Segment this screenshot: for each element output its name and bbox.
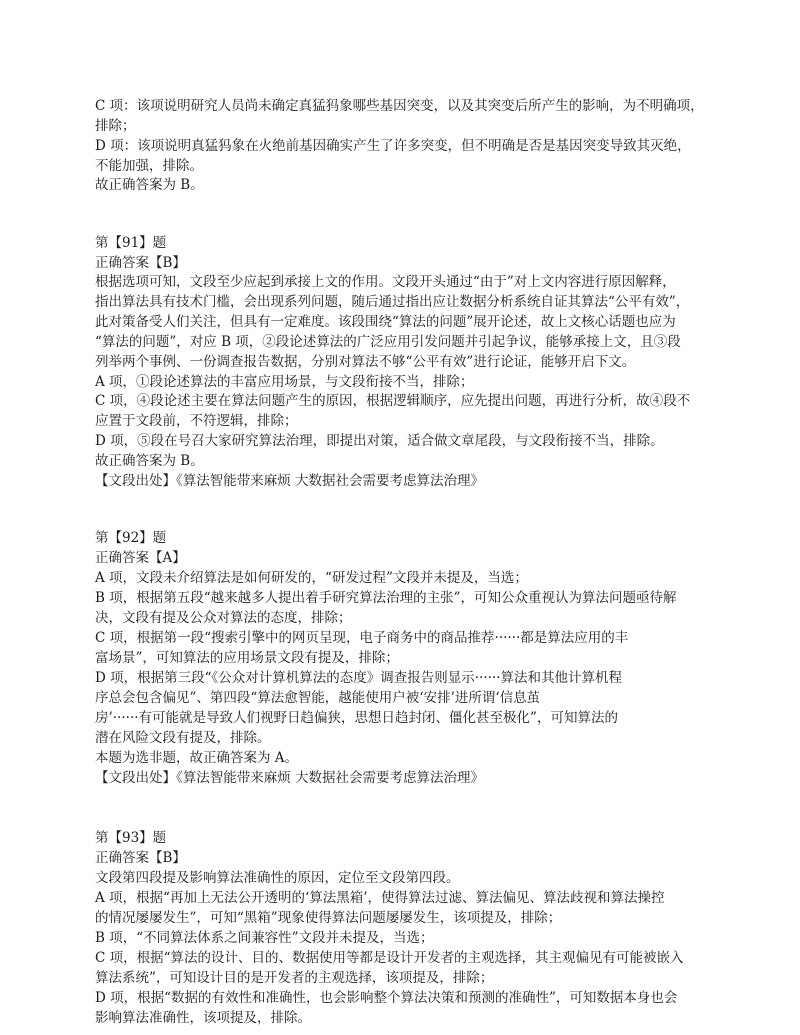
text-line: C 项：该项说明研究人员尚未确定真猛犸象哪些基因突变，以及其突变后所产生的影响，为不明确项， [95,98,704,114]
text-line: 影响算法准确性，该项提及，排除。 [95,1010,311,1026]
text-line: 根据选项可知，文段至少应起到承接上文的作用。文段开头通过“由于”对上文内容进行原因解释， [95,274,676,290]
text-line: 应置于文段前，不符逻辑，排除； [95,413,298,429]
text-line: B 项，“不同算法体系之间兼容性”文段并未提及，当选； [95,930,434,946]
text-line: 不能加强，排除。 [95,158,203,174]
text-line: D 项：该项说明真猛犸象在火绝前基因确实产生了许多突变，但不明确是否是基因突变导致其灭绝， [95,138,691,154]
text-line: 故正确答案为 B。 [95,177,204,193]
text-line: 排除； [95,118,136,134]
text-line: 本题为选非题，故正确答案为 A。 [95,750,299,766]
text-line: D 项，根据“数据的有效性和准确性，也会影响整个算法决策和预测的准确性”，可知数据本身也会 [95,990,678,1006]
text-line: D 项，根据第三段“《公众对计算机算法的态度》调查报告则显示······算法和其他计算机程 [95,670,623,686]
text-line: 潜在风险文段有提及，排除。 [95,730,271,746]
text-line: 文段第四段提及影响算法准确性的原因，定位至文段第四段。 [95,870,460,886]
text-line: 决，文段有提及公众对算法的态度，排除； [95,610,352,626]
answer-line: 正确答案【B】 [95,255,186,271]
text-line: 故正确答案为 B。 [95,453,204,469]
text-line: 列举两个事例、一份调查报告数据，分别对算法不够“公平有效”进行论证，能够开启下文。 [95,354,636,370]
text-line: C 项，④段论述主要在算法问题产生的原因，根据逻辑顺序，应先提出问题，再进行分析，故④段不 [95,393,691,409]
text-line: 指出算法具有技术门槛，会出现系列问题，随后通过指出应让数据分析系统自证其算法“公平有效”， [95,294,690,310]
text-line: A 项，根据“再加上无法公开透明的‘算法黑箱’，使得算法过滤、算法偏见、算法歧视和算法操控 [95,890,665,906]
question-heading: 第【91】题 [95,235,167,251]
text-line: 算法系统”，可知设计目的是开发者的主观选择，该项提及，排除； [95,970,494,986]
text-line: C 项，根据第一段“搜索引擎中的网页呈现，电子商务中的商品推荐······都是算法应用的丰 [95,630,629,646]
text-line: 房’······有可能就是导致人们视野日趋偏狭，思想日趋封闭、僵化甚至极化”，可知算法的 [95,710,618,726]
question-heading: 第【92】题 [95,530,167,546]
text-line: 富场景”，可知算法的应用场景文段有提及，排除； [95,650,399,666]
text-line: A 项，文段未介绍算法是如何研发的，“研发过程”文段并未提及，当选； [95,570,528,586]
text-line: 此对策备受人们关注，但具有一定难度。该段围绕“算法的问题”展开论述，故上文核心话题也应为 [95,314,676,330]
text-line: A 项，①段论述算法的丰富应用场景，与文段衔接不当，排除； [95,374,474,390]
text-line: C 项，根据“算法的设计、目的、数据使用等都是设计开发者的主观选择，其主观偏见有可能被嵌入 [95,950,684,966]
text-line: D 项，⑤段在号召大家研究算法治理，即提出对策，适合做文章尾段，与文段衔接不当，排除。 [95,433,664,449]
source-line: 【文段出处】《算法智能带来麻烦 大数据社会需要考虑算法治理》 [95,770,485,786]
question-heading: 第【93】题 [95,830,167,846]
text-line: 的情况屡屡发生”，可知“黑箱”现象使得算法问题屡屡发生，该项提及，排除； [95,910,562,926]
text-line: B 项，根据第五段“越来越多人提出着手研究算法治理的主张”，可知公众重视认为算法问题亟待解 [95,590,677,606]
text-line: 序总会包含偏见”、第四段“算法愈智能，越能使用户被‘安排’进所谓‘信息茧 [95,690,541,706]
answer-line: 正确答案【A】 [95,550,186,566]
source-line: 【文段出处】《算法智能带来麻烦 大数据社会需要考虑算法治理》 [95,473,485,489]
answer-line: 正确答案【B】 [95,850,186,866]
text-line: “算法的问题”，对应 B 项，②段论述算法的广泛应用引发问题并引起争议，能够承接上文，且③段 [95,334,681,350]
